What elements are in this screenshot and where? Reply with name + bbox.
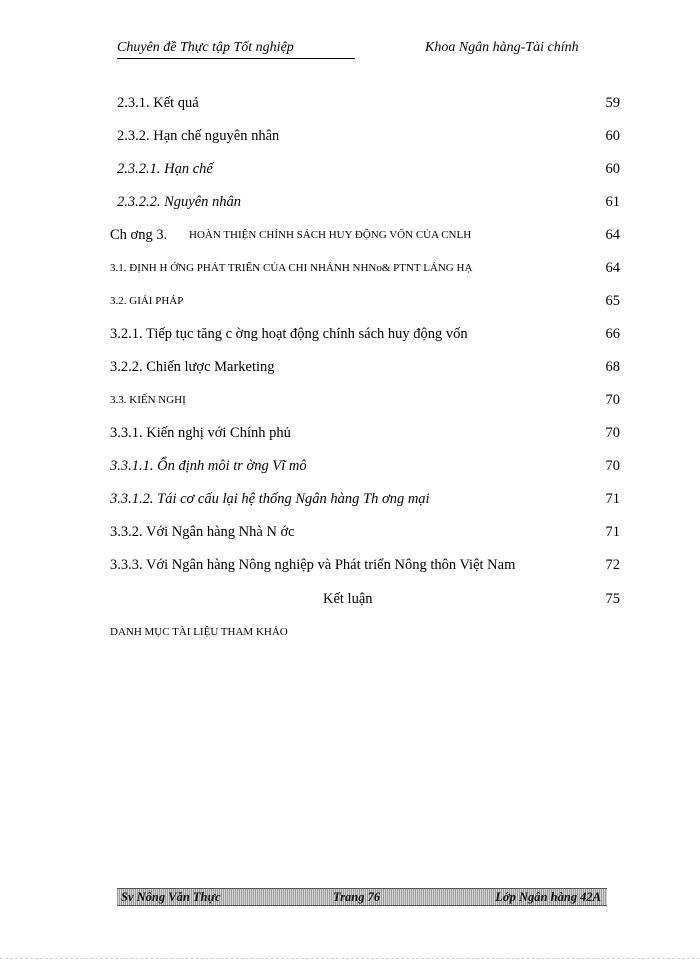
footer-author: Sv Nông Văn Thực <box>121 890 221 904</box>
toc-page: 70 <box>605 392 620 408</box>
toc-page: 59 <box>605 95 620 111</box>
footer-page-label: Trang 76 <box>333 890 381 904</box>
toc-entry <box>0 621 700 643</box>
header-right: Khoa Ngân hàng-Tài chính <box>425 40 579 55</box>
toc-title: 3.2. GIẢI PHÁP <box>110 295 184 307</box>
toc-title: 3.3.1.1. Ổn định môi tr ờng Vĩ mô <box>110 458 307 474</box>
toc-entry <box>0 422 700 444</box>
page-bottom-border <box>0 958 700 959</box>
toc-page: 70 <box>605 425 620 441</box>
toc-page: 61 <box>605 194 620 210</box>
toc-entry <box>0 455 700 477</box>
toc-page: 60 <box>605 161 620 177</box>
toc-title: 2.3.2.1. Hạn chế <box>117 161 213 177</box>
toc-title: HOÀN THIỆN CHÍNH SÁCH HUY ĐỘNG VỐN CỦA CNLH <box>189 229 472 241</box>
toc-title: 3.3.1. Kiến nghị với Chính phủ <box>110 425 291 441</box>
toc-entry <box>0 191 700 213</box>
toc-entry <box>0 290 700 312</box>
toc-title-conclusion: Kết luận <box>323 591 373 607</box>
toc-entry-chapter <box>0 224 700 246</box>
toc-title: 3.3.3. Với Ngân hàng Nông nghiệp và Phát triển Nông thôn Việt Nam <box>110 557 516 573</box>
footer-class: Lớp Ngân hàng 42A <box>495 890 601 904</box>
toc-entry <box>0 323 700 345</box>
toc-entry <box>0 125 700 147</box>
toc-entry <box>0 588 700 610</box>
toc-page: 71 <box>605 491 620 507</box>
toc-entry <box>0 158 700 180</box>
toc-page: 68 <box>605 359 620 375</box>
toc-page: 75 <box>605 591 620 607</box>
toc-entry <box>0 257 700 279</box>
toc-title: 3.3. KIẾN NGHỊ <box>110 394 186 406</box>
toc-entry <box>0 488 700 510</box>
toc-entry <box>0 356 700 378</box>
toc-page: 66 <box>605 326 620 342</box>
toc-title: 3.2.2. Chiến lược Marketing <box>110 359 275 375</box>
toc-page: 65 <box>605 293 620 309</box>
footer-bar <box>117 888 607 906</box>
toc-entry <box>0 92 700 114</box>
toc-title: 3.3.1.2. Tái cơ cấu lại hệ thống Ngân hàng Th ơng mại <box>110 491 430 507</box>
toc-chapter-prefix: Ch ơng 3. <box>110 227 168 243</box>
toc-page: 64 <box>605 227 620 243</box>
toc-page: 70 <box>605 458 620 474</box>
toc-title: 3.2.1. Tiếp tục tăng c ờng hoạt động chính sách huy động vốn <box>110 326 468 342</box>
header-left: Chuyên đề Thực tập Tốt nghiệp <box>117 38 355 59</box>
toc-page: 60 <box>605 128 620 144</box>
toc-page: 71 <box>605 524 620 540</box>
toc-entry <box>0 389 700 411</box>
toc-entry <box>0 554 700 576</box>
toc-title: 2.3.1. Kết quả <box>117 95 199 111</box>
toc-page: 64 <box>605 260 620 276</box>
toc-title: 3.3.2. Với Ngân hàng Nhà N ớc <box>110 524 295 540</box>
toc-title: 3.1. ĐỊNH H ỚNG PHÁT TRIỂN CỦA CHI NHÁNH NHNo& PTNT LÁNG HẠ <box>110 262 473 274</box>
toc-page: 72 <box>605 557 620 573</box>
toc-entry <box>0 521 700 543</box>
toc-title-references: DANH MỤC TÀI LIỆU THAM KHẢO <box>110 626 288 638</box>
toc-title: 2.3.2. Hạn chế nguyên nhân <box>117 128 280 144</box>
toc-title: 2.3.2.2. Nguyên nhân <box>117 194 242 210</box>
